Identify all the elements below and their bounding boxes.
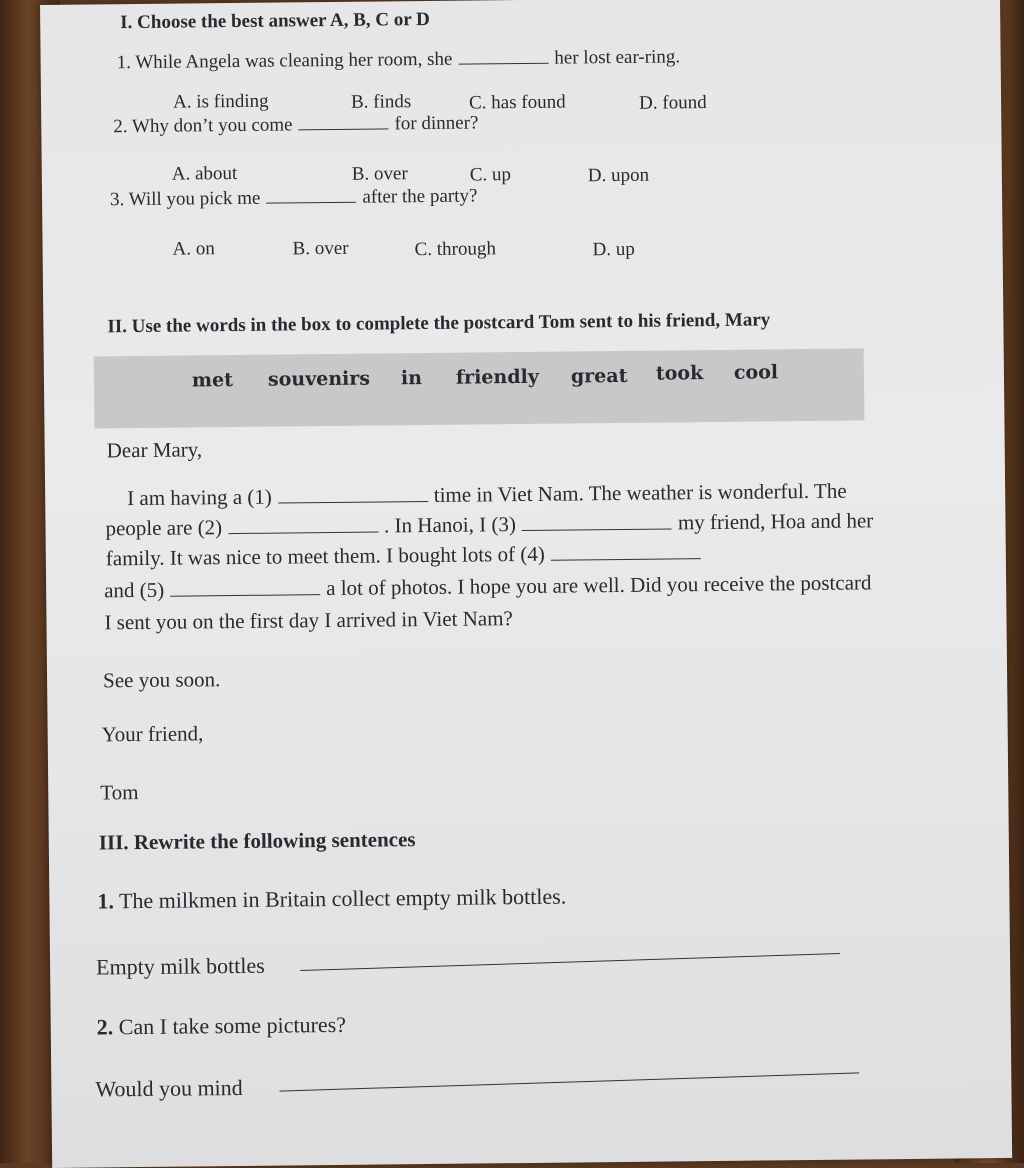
section-1-heading: I. Choose the best answer A, B, C or D bbox=[120, 8, 430, 34]
rewrite-2-answer-line[interactable] bbox=[279, 1072, 859, 1091]
line-2-end: my friend, Hoa and her bbox=[677, 508, 874, 535]
postcard-line-1 bbox=[127, 479, 847, 512]
question-2-tail: for dinner? bbox=[394, 112, 479, 135]
word-took: took bbox=[655, 362, 704, 385]
blank-2[interactable] bbox=[228, 518, 378, 535]
question-3-text: 3. Will you pick me bbox=[109, 187, 261, 211]
section-2-heading: II. Use the words in the box to complete the postcard Tom sent to his friend, Mary bbox=[107, 309, 771, 338]
q1-option-a[interactable]: A. is finding bbox=[172, 90, 269, 113]
rewrite-2-start: Would you mind bbox=[95, 1074, 243, 1102]
q2-option-c[interactable]: C. up bbox=[469, 164, 512, 186]
q3-option-d[interactable]: D. up bbox=[592, 238, 635, 261]
rewrite-2-text: Can I take some pictures? bbox=[118, 1011, 347, 1040]
question-1-text: 1. While Angela was cleaning her room, she bbox=[116, 48, 453, 74]
line-4-end: a lot of photos. I hope you are well. Did you receive the postcard bbox=[326, 570, 872, 601]
rewrite-1-text: The milkmen in Britain collect empty milk bottles. bbox=[118, 883, 567, 914]
blank-3[interactable] bbox=[522, 514, 672, 531]
postcard-greeting: Dear Mary, bbox=[106, 437, 203, 463]
question-1-tail: her lost ear-ring. bbox=[554, 46, 681, 69]
signature: Tom bbox=[100, 780, 139, 805]
rewrite-1-number: 1. bbox=[97, 888, 115, 914]
rewrite-1-start: Empty milk bottles bbox=[95, 952, 265, 980]
word-friendly: friendly bbox=[455, 365, 539, 389]
closing-see-you: See you soon. bbox=[102, 667, 221, 693]
question-1-blank[interactable] bbox=[458, 49, 548, 65]
question-2-text: 2. Why don’t you come bbox=[113, 114, 293, 138]
q3-option-b[interactable]: B. over bbox=[292, 237, 349, 260]
rewrite-1-answer-line[interactable] bbox=[300, 953, 840, 971]
question-3 bbox=[110, 185, 478, 211]
question-3-blank[interactable] bbox=[266, 188, 356, 204]
line-3-start: family. It was nice to meet them. I bought lots of (4) bbox=[105, 541, 545, 571]
rewrite-2-number: 2. bbox=[96, 1014, 114, 1040]
line-1-start: I am having a (1) bbox=[127, 484, 272, 511]
q1-option-b[interactable]: B. finds bbox=[350, 91, 412, 113]
question-3-tail: after the party? bbox=[362, 185, 478, 208]
q3-option-a[interactable]: A. on bbox=[172, 238, 215, 260]
blank-1[interactable] bbox=[278, 487, 428, 504]
worksheet-page bbox=[40, 0, 1012, 1168]
q2-option-a[interactable]: A. about bbox=[171, 162, 238, 185]
blank-5[interactable] bbox=[170, 580, 320, 597]
line-4-start: and (5) bbox=[104, 577, 165, 603]
rewrite-1-sentence bbox=[97, 884, 566, 915]
word-in: in bbox=[400, 367, 423, 390]
closing-your-friend: Your friend, bbox=[101, 721, 204, 747]
q3-option-c[interactable]: C. through bbox=[414, 238, 496, 261]
q1-option-d[interactable]: D. found bbox=[638, 92, 707, 114]
question-2-blank[interactable] bbox=[298, 114, 388, 130]
word-great: great bbox=[570, 364, 628, 388]
postcard-line-4 bbox=[104, 570, 872, 603]
postcard-line-3 bbox=[106, 540, 707, 571]
word-met: met bbox=[191, 369, 234, 392]
question-1 bbox=[117, 46, 681, 74]
line-1-end: time in Viet Nam. The weather is wonderful. The bbox=[433, 478, 847, 507]
line-2-mid: . In Hanoi, I (3) bbox=[383, 512, 517, 538]
blank-4[interactable] bbox=[551, 544, 701, 561]
section-3-heading: III. Rewrite the following sentences bbox=[98, 827, 416, 855]
q1-option-c[interactable]: C. has found bbox=[468, 91, 566, 114]
q2-option-b[interactable]: B. over bbox=[351, 163, 408, 185]
postcard-line-2 bbox=[105, 508, 873, 541]
line-2-start: people are (2) bbox=[105, 515, 223, 541]
word-box bbox=[94, 348, 865, 428]
word-cool: cool bbox=[733, 361, 779, 384]
postcard-line-5: I sent you on the first day I arrived in Viet Nam? bbox=[104, 606, 513, 635]
question-2 bbox=[113, 112, 478, 138]
q2-option-d[interactable]: D. upon bbox=[587, 164, 650, 187]
rewrite-2-sentence bbox=[97, 1012, 347, 1041]
word-souvenirs: souvenirs bbox=[267, 367, 371, 391]
